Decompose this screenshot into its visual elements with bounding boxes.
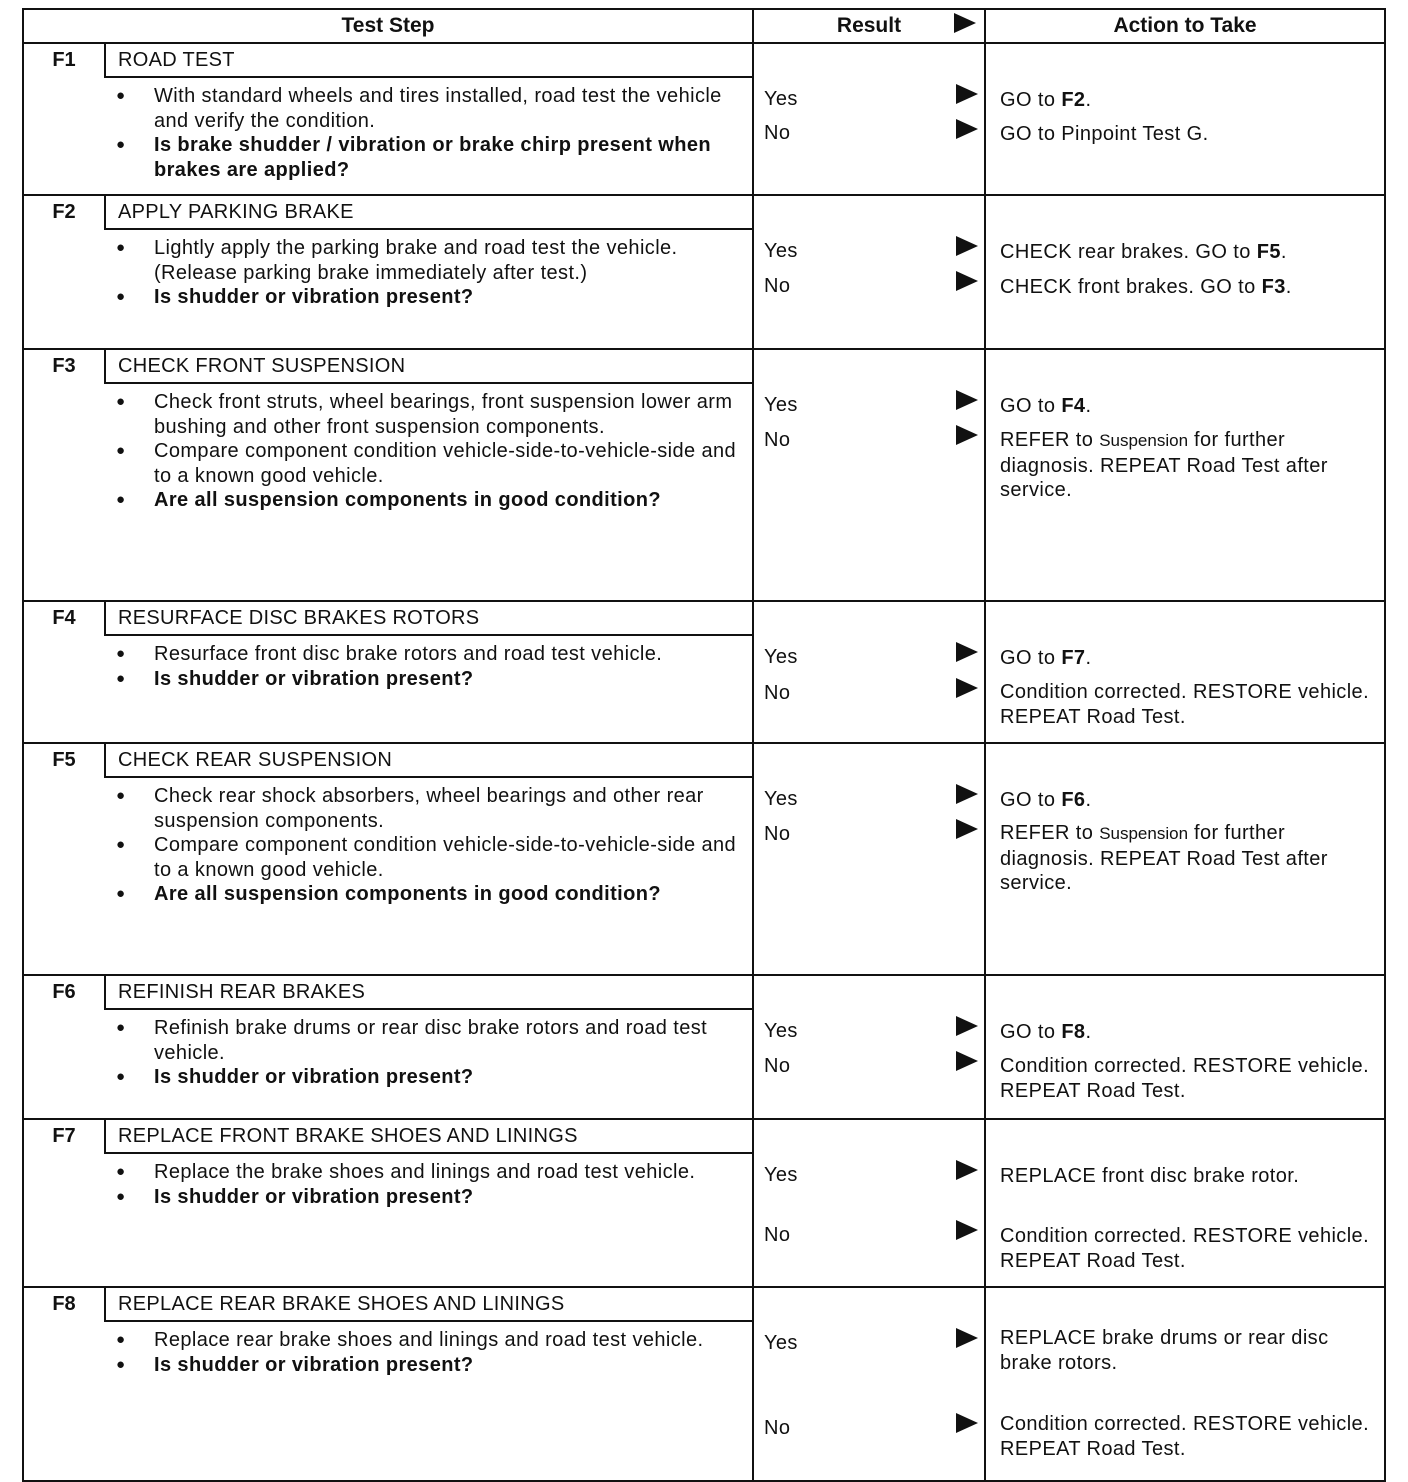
result-cell xyxy=(753,1119,985,1287)
action-text-part: . xyxy=(1085,647,1092,669)
right-triangle-arrow-icon xyxy=(956,119,978,139)
step-id: F8 xyxy=(23,1287,105,1321)
pinpoint-test-sheet xyxy=(22,8,1384,1482)
result-no: No xyxy=(764,1417,791,1439)
action-text: Condition corrected. RESTORE vehicle. REPEAT Road Test. xyxy=(1000,1225,1370,1272)
right-triangle-arrow-icon xyxy=(956,1328,978,1348)
right-triangle-arrow-icon xyxy=(956,236,978,256)
step-reference: F8 xyxy=(1061,1021,1086,1043)
no-action xyxy=(1000,122,1378,147)
instruction-bullet: ● Compare component condition vehicle-side-to-vehicle-side and to a known good vehicle. xyxy=(24,833,742,882)
step-id: F1 xyxy=(23,43,105,77)
action-text-part: . xyxy=(1085,395,1092,417)
bullet-list xyxy=(24,84,742,182)
step-id: F6 xyxy=(23,975,105,1009)
step-title: ROAD TEST xyxy=(105,43,753,77)
yes-action xyxy=(1000,240,1378,265)
yes-action xyxy=(1000,646,1378,671)
step-title-row xyxy=(23,601,1385,635)
action-text-part: . xyxy=(1085,89,1092,111)
result-header xyxy=(753,9,985,43)
question-bullet: ● Is shudder or vibration present? xyxy=(24,667,742,692)
right-triangle-arrow-icon xyxy=(956,642,978,662)
action-text: GO to Pinpoint Test G. xyxy=(1000,123,1209,145)
bullet-list xyxy=(24,784,742,907)
step-id: F7 xyxy=(23,1119,105,1153)
action-cell xyxy=(985,43,1385,195)
question-bullet: ● Is shudder or vibration present? xyxy=(24,1065,742,1090)
yes-action xyxy=(1000,88,1378,113)
action-text-part: . xyxy=(1285,276,1292,298)
steps-body xyxy=(23,43,1385,1481)
step-title: RESURFACE DISC BRAKES ROTORS xyxy=(105,601,753,635)
step-reference: F5 xyxy=(1256,241,1281,263)
yes-action xyxy=(1000,394,1378,419)
result-no: No xyxy=(764,1055,791,1077)
no-action xyxy=(1000,1054,1378,1103)
step-reference: F6 xyxy=(1061,789,1086,811)
bullet-list xyxy=(24,642,742,691)
result-no: No xyxy=(764,429,791,451)
step-title: CHECK FRONT SUSPENSION xyxy=(105,349,753,383)
step-title: REFINISH REAR BRAKES xyxy=(105,975,753,1009)
action-text-part: . xyxy=(1085,789,1092,811)
instruction-bullet: ● Check front struts, wheel bearings, front suspension lower arm bushing and other front suspension components. xyxy=(24,390,742,439)
result-cell xyxy=(753,349,985,601)
right-triangle-arrow-icon xyxy=(956,1220,978,1240)
step-title-row xyxy=(23,975,1385,1009)
action-text-part: REFER to xyxy=(1000,822,1100,844)
right-triangle-arrow-icon xyxy=(956,390,978,410)
action-cell xyxy=(985,1119,1385,1287)
right-triangle-arrow-icon xyxy=(954,13,976,33)
bullet-list xyxy=(24,1160,742,1209)
step-title-row xyxy=(23,1119,1385,1153)
result-no: No xyxy=(764,823,791,845)
instruction-bullet: ● Check rear shock absorbers, wheel bearings and other rear suspension components. xyxy=(24,784,742,833)
question-bullet: ● Is shudder or vibration present? xyxy=(24,285,742,310)
action-text-part: GO to xyxy=(1000,789,1062,811)
action-text-part: REFER to xyxy=(1000,429,1100,451)
result-no: No xyxy=(764,1224,791,1246)
result-cell xyxy=(753,975,985,1119)
right-triangle-arrow-icon xyxy=(956,271,978,291)
step-id: F2 xyxy=(23,195,105,229)
result-no: No xyxy=(764,275,791,297)
action-cell xyxy=(985,195,1385,349)
bullet-list xyxy=(24,390,742,513)
action-cell xyxy=(985,975,1385,1119)
step-body xyxy=(23,1009,753,1119)
right-triangle-arrow-icon xyxy=(956,1160,978,1180)
section-reference: Suspension xyxy=(1099,431,1189,450)
right-triangle-arrow-icon xyxy=(956,1051,978,1071)
result-cell xyxy=(753,43,985,195)
step-title-row xyxy=(23,1287,1385,1321)
action-text-part: GO to xyxy=(1000,1021,1062,1043)
action-text-part: . xyxy=(1085,1021,1092,1043)
instruction-bullet: ● Refinish brake drums or rear disc brake rotors and road test vehicle. xyxy=(24,1016,742,1065)
result-yes: Yes xyxy=(764,240,798,262)
right-triangle-arrow-icon xyxy=(956,819,978,839)
pinpoint-test-table xyxy=(22,8,1386,1482)
result-no: No xyxy=(764,682,791,704)
right-triangle-arrow-icon xyxy=(956,784,978,804)
step-body xyxy=(23,1153,753,1287)
action-text-part: CHECK rear brakes. GO to xyxy=(1000,241,1257,263)
result-cell xyxy=(753,601,985,743)
no-action xyxy=(1000,1224,1378,1273)
step-body xyxy=(23,383,753,601)
yes-action xyxy=(1000,1164,1378,1189)
result-header-label: Result xyxy=(836,14,902,37)
question-bullet: ● Is shudder or vibration present? xyxy=(24,1353,742,1378)
bullet-list xyxy=(24,1016,742,1090)
right-triangle-arrow-icon xyxy=(956,1016,978,1036)
result-cell xyxy=(753,195,985,349)
result-yes: Yes xyxy=(764,1020,798,1042)
action-text-part: GO to xyxy=(1000,395,1062,417)
result-yes: Yes xyxy=(764,88,798,110)
action-text: Condition corrected. RESTORE vehicle. REPEAT Road Test. xyxy=(1000,681,1370,728)
result-cell xyxy=(753,743,985,975)
instruction-bullet: ● Resurface front disc brake rotors and road test vehicle. xyxy=(24,642,742,667)
step-title: CHECK REAR SUSPENSION xyxy=(105,743,753,777)
no-action xyxy=(1000,680,1378,729)
no-action xyxy=(1000,821,1378,896)
question-bullet: ● Are all suspension components in good condition? xyxy=(24,488,742,513)
action-text-part: CHECK front brakes. GO to xyxy=(1000,276,1262,298)
question-bullet: ● Is brake shudder / vibration or brake chirp present when brakes are applied? xyxy=(24,133,742,182)
step-title-row xyxy=(23,349,1385,383)
step-body xyxy=(23,229,753,349)
action-text-part: for further diagnosis. REPEAT Road Test after service. xyxy=(1000,822,1328,894)
no-action xyxy=(1000,428,1378,503)
step-title-row xyxy=(23,195,1385,229)
action-header: Action to Take xyxy=(985,9,1385,43)
result-yes: Yes xyxy=(764,788,798,810)
action-cell xyxy=(985,349,1385,601)
step-title-row xyxy=(23,43,1385,77)
action-text-part: GO to xyxy=(1000,647,1062,669)
action-cell xyxy=(985,601,1385,743)
step-reference: F3 xyxy=(1261,276,1286,298)
action-text-part: . xyxy=(1280,241,1287,263)
action-text: Condition corrected. RESTORE vehicle. REPEAT Road Test. xyxy=(1000,1055,1370,1102)
step-title-row xyxy=(23,743,1385,777)
step-reference: F7 xyxy=(1061,647,1086,669)
action-text: REPLACE front disc brake rotor. xyxy=(1000,1165,1300,1187)
result-yes: Yes xyxy=(764,394,798,416)
right-triangle-arrow-icon xyxy=(956,678,978,698)
question-bullet: ● Are all suspension components in good condition? xyxy=(24,882,742,907)
result-yes: Yes xyxy=(764,1164,798,1186)
result-yes: Yes xyxy=(764,1332,798,1354)
instruction-bullet: ● With standard wheels and tires installed, road test the vehicle and verify the condition. xyxy=(24,84,742,133)
yes-action xyxy=(1000,1020,1378,1045)
no-action xyxy=(1000,275,1378,300)
instruction-bullet: ● Lightly apply the parking brake and road test the vehicle. (Release parking brake immediately after test.) xyxy=(24,236,742,285)
yes-action xyxy=(1000,788,1378,813)
action-cell xyxy=(985,743,1385,975)
bullet-list xyxy=(24,236,742,310)
right-triangle-arrow-icon xyxy=(956,1413,978,1433)
step-id: F5 xyxy=(23,743,105,777)
instruction-bullet: ● Compare component condition vehicle-side-to-vehicle-side and to a known good vehicle. xyxy=(24,439,742,488)
result-no: No xyxy=(764,122,791,144)
result-yes: Yes xyxy=(764,646,798,668)
question-bullet: ● Is shudder or vibration present? xyxy=(24,1185,742,1210)
instruction-bullet: ● Replace the brake shoes and linings and road test vehicle. xyxy=(24,1160,742,1185)
step-reference: F2 xyxy=(1061,89,1086,111)
result-cell xyxy=(753,1287,985,1481)
action-text-part: GO to xyxy=(1000,89,1062,111)
step-title: REPLACE REAR BRAKE SHOES AND LININGS xyxy=(105,1287,753,1321)
step-reference: F4 xyxy=(1061,395,1086,417)
right-triangle-arrow-icon xyxy=(956,84,978,104)
step-body xyxy=(23,1321,753,1481)
test-step-header: Test Step xyxy=(23,9,753,43)
action-text: REPLACE brake drums or rear disc brake rotors. xyxy=(1000,1327,1329,1374)
step-body xyxy=(23,635,753,743)
section-reference: Suspension xyxy=(1099,824,1189,843)
action-cell xyxy=(985,1287,1385,1481)
action-text: Condition corrected. RESTORE vehicle. REPEAT Road Test. xyxy=(1000,1413,1370,1460)
header-row xyxy=(23,9,1385,43)
action-text-part: for further diagnosis. REPEAT Road Test after service. xyxy=(1000,429,1328,501)
instruction-bullet: ● Replace rear brake shoes and linings and road test vehicle. xyxy=(24,1328,742,1353)
step-id: F4 xyxy=(23,601,105,635)
yes-action xyxy=(1000,1326,1378,1375)
no-action xyxy=(1000,1412,1378,1461)
step-title: REPLACE FRONT BRAKE SHOES AND LININGS xyxy=(105,1119,753,1153)
right-triangle-arrow-icon xyxy=(956,425,978,445)
step-body xyxy=(23,777,753,975)
step-id: F3 xyxy=(23,349,105,383)
step-title: APPLY PARKING BRAKE xyxy=(105,195,753,229)
step-body xyxy=(23,77,753,195)
bullet-list xyxy=(24,1328,742,1377)
